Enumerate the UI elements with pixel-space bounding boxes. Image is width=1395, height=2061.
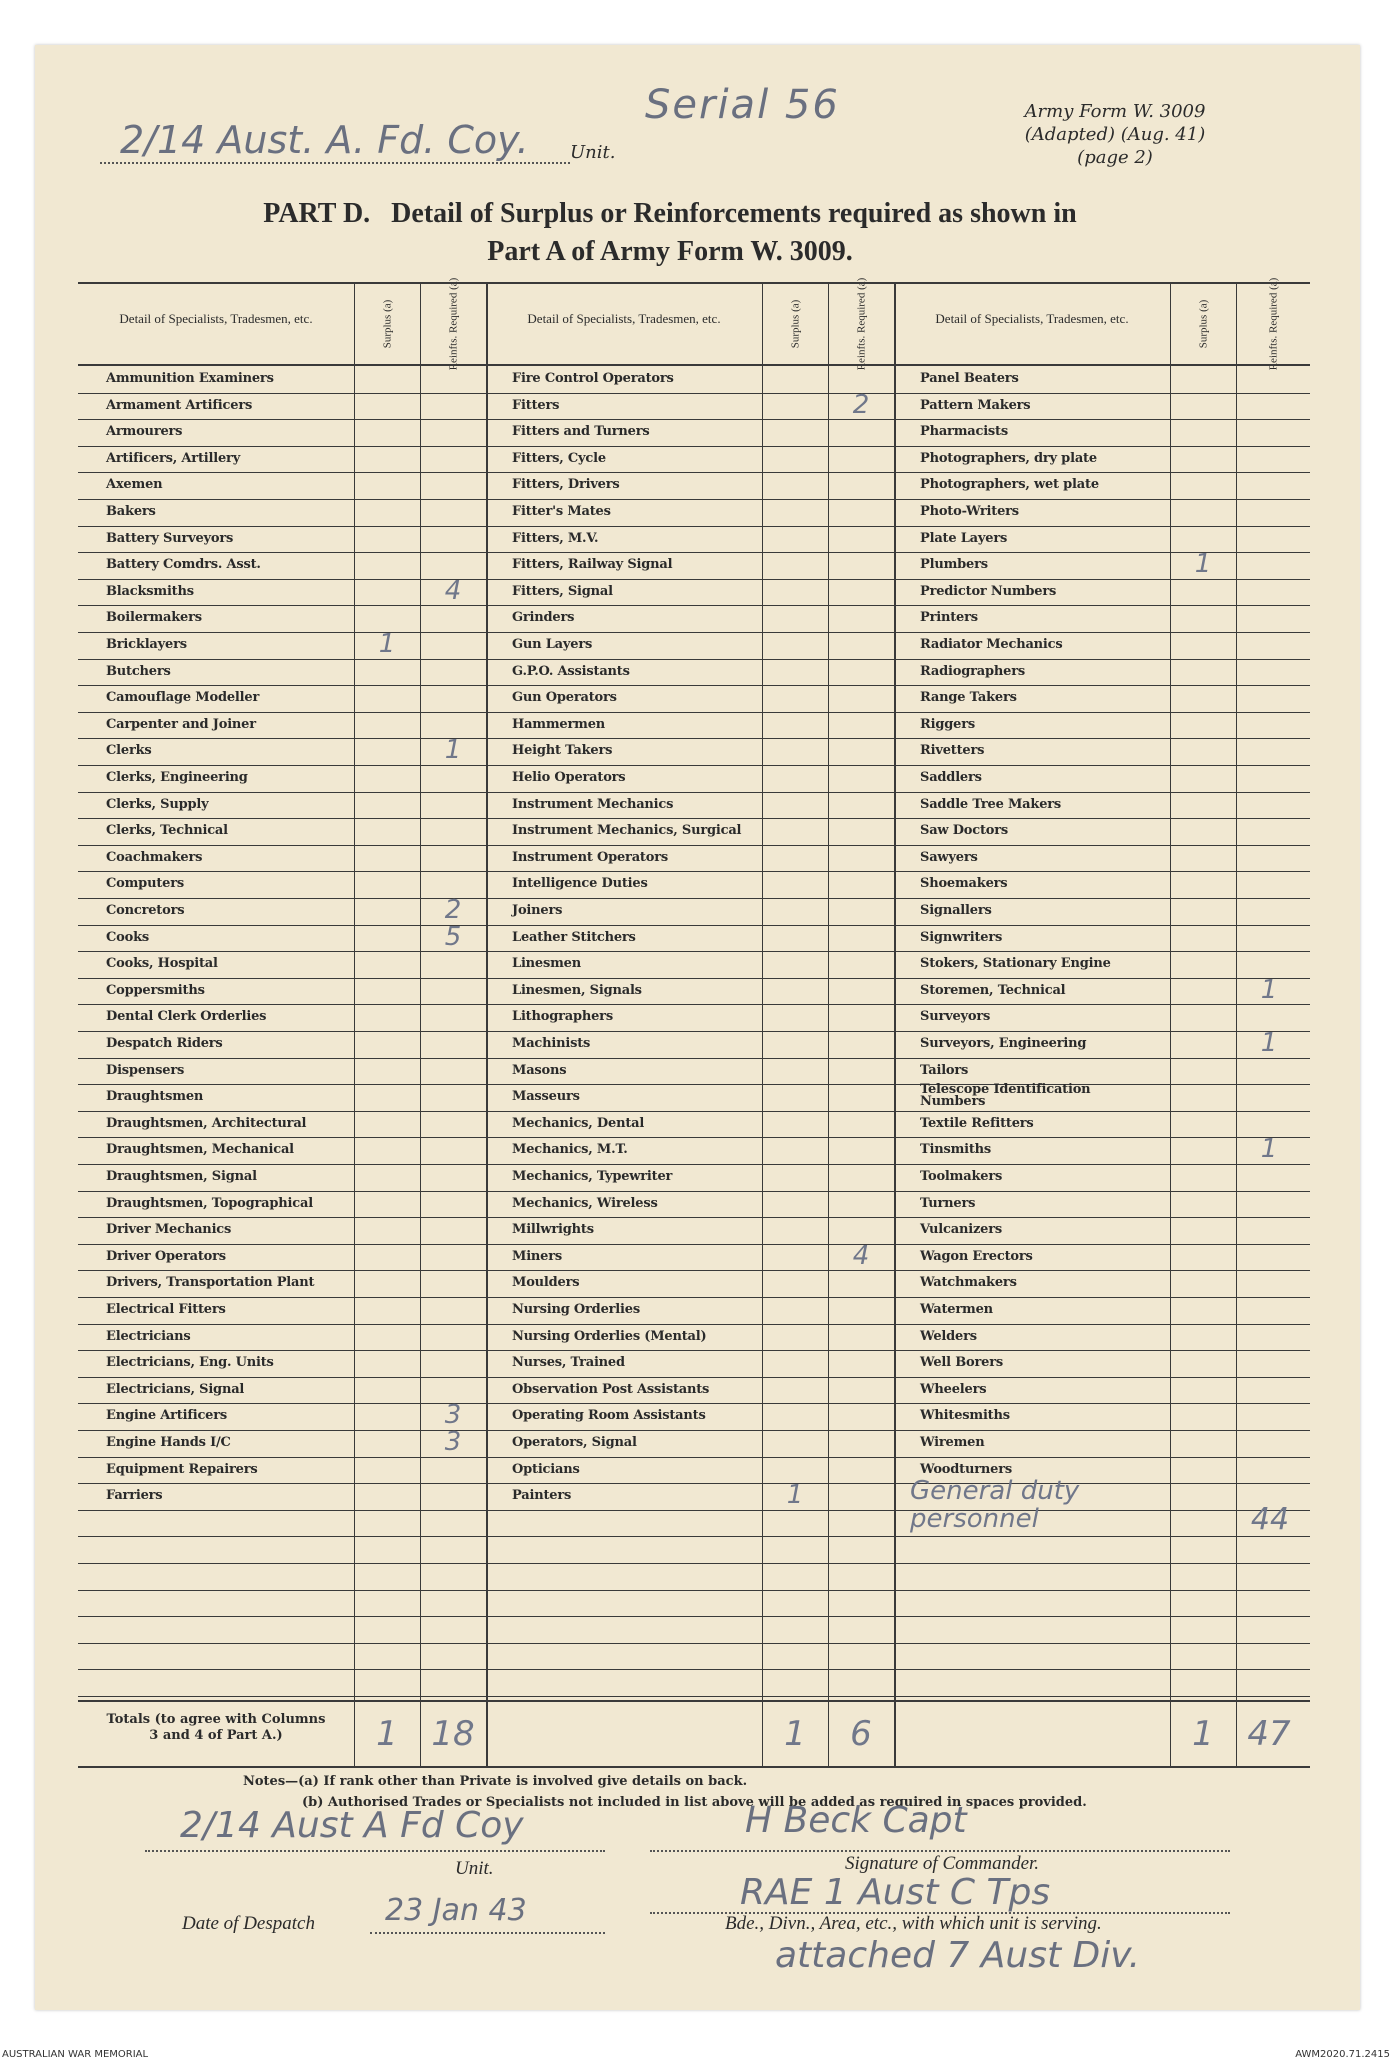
table-top-rule — [78, 282, 1310, 284]
table-row-label: Draughtsmen, Mechanical — [106, 1142, 294, 1158]
column-rule — [894, 282, 896, 1766]
total-surplus-handwritten: 1 — [784, 1714, 806, 1754]
table-row-label: Lithographers — [512, 1009, 613, 1025]
reinfts-value-handwritten: 2 — [444, 895, 462, 925]
row-rule — [78, 579, 1310, 580]
table-row-label: Ammunition Examiners — [106, 371, 274, 386]
row-rule — [78, 472, 1310, 473]
total-reinfts-handwritten: 47 — [1247, 1714, 1291, 1754]
table-row-label: Butchers — [106, 663, 171, 679]
reinfts-value-handwritten: 1 — [444, 735, 462, 766]
row-rule — [78, 1350, 1310, 1351]
table-row-label: Storemen, Technical — [920, 982, 1066, 998]
table-row-label: Cooks — [106, 929, 150, 945]
table-row-label: Linesmen, Signals — [512, 982, 642, 998]
row-rule — [78, 685, 1310, 686]
table-row-label: Signwriters — [920, 929, 1003, 945]
row-rule — [78, 1669, 1310, 1670]
reinfts-value-handwritten: 3 — [444, 1427, 462, 1457]
totals-label: Totals (to agree with Columns 3 and 4 of Part A.) — [106, 1712, 326, 1743]
form-ref-line: Army Form W. 3009 — [1024, 101, 1206, 122]
table-row-label: Operators, Signal — [512, 1435, 637, 1450]
row-rule — [78, 1536, 1310, 1537]
row-rule — [78, 1563, 1310, 1564]
row-rule — [78, 1616, 1310, 1617]
row-rule — [78, 1217, 1310, 1218]
table-row-label: Armament Artificers — [106, 397, 253, 413]
table-row-label: Computers — [106, 876, 184, 892]
row-rule — [78, 552, 1310, 553]
title-line-2: Part A of Army Form W. 3009. — [487, 236, 853, 267]
column-rule — [762, 282, 763, 1766]
formation-handwritten: RAE 1 Aust C Tps — [740, 1872, 1051, 1913]
row-rule — [78, 1164, 1310, 1165]
row-rule — [78, 1403, 1310, 1404]
table-row-label: Height Takers — [512, 743, 613, 759]
table-row-label: Predictor Numbers — [920, 583, 1057, 599]
row-rule — [78, 1297, 1310, 1298]
table-row-label: Draughtsmen, Signal — [106, 1169, 257, 1184]
row-rule — [78, 845, 1310, 846]
surplus-value-handwritten: 1 — [786, 1480, 804, 1511]
despatch-label: Date of Despatch — [182, 1913, 315, 1934]
row-rule — [78, 871, 1310, 872]
table-row-label: Signallers — [920, 903, 992, 918]
row-rule — [78, 632, 1310, 633]
serial-handwritten: Serial 56 — [645, 82, 840, 128]
column-rule — [354, 282, 355, 1766]
col-header-reinfts: Reinfts. Required (a) — [855, 277, 867, 371]
table-row-label: Moulders — [512, 1275, 580, 1291]
form-ref-line: (Adapted) (Aug. 41) — [1024, 124, 1206, 145]
table-row-label: Radiator Mechanics — [920, 637, 1063, 652]
footer-unit-label: Unit. — [455, 1858, 494, 1879]
row-rule — [78, 898, 1310, 899]
table-row-label: Linesmen — [512, 956, 581, 972]
table-row-label: Fitter's Mates — [512, 504, 611, 519]
table-row-label: Plate Layers — [920, 530, 1008, 546]
row-rule — [78, 1643, 1310, 1644]
table-row-label: Whitesmiths — [920, 1408, 1010, 1424]
table-row-label: Photographers, wet plate — [920, 477, 1099, 493]
table-row-label: Fitters, Cycle — [512, 450, 606, 466]
row-rule — [78, 712, 1310, 713]
table-row-label: Bakers — [106, 504, 156, 519]
row-rule — [78, 765, 1310, 766]
table-row-label: Shoemakers — [920, 876, 1008, 892]
total-reinfts-handwritten: 6 — [850, 1714, 872, 1754]
footer-unit-line — [145, 1850, 605, 1852]
row-rule — [78, 1457, 1310, 1458]
table-row-label: Vulcanizers — [920, 1222, 1002, 1238]
table-row-label: Carpenter and Joiner — [106, 716, 256, 732]
table-row-label: Electricians, Eng. Units — [106, 1355, 274, 1371]
col-header-detail: Detail of Specialists, Tradesmen, etc. — [527, 311, 721, 326]
table-row-label: Miners — [512, 1248, 563, 1264]
table-row-label: Clerks, Technical — [106, 823, 228, 839]
table-row-label: Draughtsmen, Architectural — [106, 1115, 307, 1131]
table-row-label: Draughtsmen — [106, 1089, 204, 1105]
table-row-label: Woodturners — [920, 1461, 1012, 1477]
table-row-label: Riggers — [920, 716, 975, 732]
col-header-detail: Detail of Specialists, Tradesmen, etc. — [935, 311, 1129, 326]
archive-caption: AUSTRALIAN WAR MEMORIAL — [2, 2049, 149, 2060]
table-row-label: Fitters — [512, 397, 560, 413]
table-row-label: Masseurs — [512, 1089, 580, 1105]
form-ref-line: (page 2) — [1077, 147, 1153, 168]
table-row-label: Welders — [920, 1328, 977, 1344]
table-row-label: Engine Hands I/C — [106, 1435, 231, 1450]
total-reinfts-handwritten: 18 — [431, 1714, 475, 1754]
table-row-label: Turners — [920, 1195, 976, 1211]
table-row-label: Plumbers — [920, 557, 988, 573]
table-row-label: Helio Operators — [512, 770, 626, 785]
table-row-label: Range Takers — [920, 690, 1017, 706]
archive-reference: AWM2020.71.2415 — [1295, 2049, 1390, 2060]
column-rule — [1170, 282, 1171, 1766]
formation-label: Bde., Divn., Area, etc., with which unit is serving. — [725, 1913, 1102, 1934]
row-rule — [78, 526, 1310, 527]
table-row-label: Watchmakers — [920, 1275, 1017, 1291]
column-rule — [1236, 282, 1237, 1766]
reinfts-value-handwritten: 1 — [1260, 1134, 1278, 1165]
col-header-reinfts: Reinfts. Required (a) — [447, 277, 459, 371]
row-rule — [78, 925, 1310, 926]
table-row-label: Fire Control Operators — [512, 371, 674, 386]
reinfts-value-handwritten: 3 — [444, 1400, 462, 1431]
table-row-label: Gun Layers — [512, 637, 593, 652]
table-row-label: Draughtsmen, Topographical — [106, 1195, 313, 1211]
unit-handwritten: 2/14 Aust. A. Fd. Coy. — [120, 118, 529, 162]
table-row-label: Surveyors, Engineering — [920, 1036, 1087, 1051]
table-row-label: Sawyers — [920, 849, 978, 865]
general-duty-handwritten: General duty personnel — [910, 1476, 1080, 1535]
title-line-1: PART D. Detail of Surplus or Reinforcements required as shown in — [263, 198, 1077, 229]
signature-label: Signature of Commander. — [845, 1853, 1040, 1874]
table-row-label: Armourers — [106, 424, 183, 440]
table-row-label: Grinders — [512, 610, 575, 626]
table-row-label: Nurses, Trained — [512, 1355, 625, 1371]
table-row-label: Radiographers — [920, 663, 1025, 679]
total-surplus-handwritten: 1 — [1192, 1714, 1214, 1754]
total-surplus-handwritten: 1 — [376, 1714, 398, 1754]
despatch-line — [370, 1932, 605, 1934]
table-row-label: Electrical Fitters — [106, 1302, 226, 1317]
col-header-surplus: Surplus (a) — [788, 299, 801, 349]
table-row-label: Mechanics, Wireless — [512, 1195, 658, 1211]
table-row-label: Electricians — [106, 1328, 191, 1344]
table-row-label: Engine Artificers — [106, 1408, 228, 1424]
reinfts-value-handwritten: 1 — [1260, 974, 1278, 1005]
row-rule — [78, 978, 1310, 979]
table-row-label: Mechanics, M.T. — [512, 1142, 628, 1158]
form-reference — [1000, 100, 1230, 169]
table-row-label: Clerks — [106, 743, 152, 759]
row-rule — [78, 419, 1310, 420]
table-row-label: Axemen — [106, 477, 163, 493]
table-row-label: Rivetters — [920, 743, 985, 759]
signature-handwritten: H Beck Capt — [745, 1800, 967, 1841]
row-rule — [78, 1270, 1310, 1271]
table-row-label: Saddlers — [920, 770, 982, 785]
table-row-label: Stokers, Stationary Engine — [920, 956, 1111, 972]
footer-unit-handwritten: 2/14 Aust A Fd Coy — [180, 1805, 524, 1846]
table-row-label: Coachmakers — [106, 849, 203, 865]
reinfts-value-handwritten: 5 — [444, 921, 462, 952]
table-row-label: Operating Room Assistants — [512, 1408, 706, 1424]
table-row-label: Intelligence Duties — [512, 876, 648, 892]
row-rule — [78, 1004, 1310, 1005]
col-header-detail: Detail of Specialists, Tradesmen, etc. — [119, 311, 313, 326]
table-row-label: Wagon Erectors — [920, 1248, 1033, 1264]
reinfts-value-handwritten: 4 — [852, 1240, 870, 1271]
row-rule — [78, 1590, 1310, 1591]
table-row-label: Fitters, Signal — [512, 583, 613, 599]
row-rule — [78, 499, 1310, 500]
reinfts-value-handwritten: 1 — [1260, 1028, 1278, 1058]
table-row-label: Driver Operators — [106, 1248, 226, 1264]
table-row-label: Fitters, M.V. — [512, 530, 599, 546]
row-rule — [78, 1430, 1310, 1431]
reinfts-value-handwritten: 2 — [852, 389, 870, 420]
table-row-label: Telescope Identification Numbers — [920, 1082, 1091, 1110]
table-row-label: Fitters, Drivers — [512, 477, 620, 493]
table-row-label: Equipment Repairers — [106, 1461, 258, 1477]
row-rule — [78, 1696, 1310, 1697]
table-row-label: Machinists — [512, 1036, 591, 1051]
table-row-label: Coppersmiths — [106, 982, 205, 998]
table-row-label: Camouflage Modeller — [106, 690, 260, 706]
table-row-label: Blacksmiths — [106, 583, 194, 599]
table-row-label: Hammermen — [512, 716, 606, 732]
note-b: (b) Authorised Trades or Specialists not included in list above will be added as required in spaces provided. — [302, 1795, 1087, 1810]
table-row-label: Battery Surveyors — [106, 530, 234, 546]
table-row-label: Printers — [920, 610, 978, 626]
table-row-label: Toolmakers — [920, 1169, 1003, 1184]
table-row-label: Gun Operators — [512, 690, 617, 706]
column-rule — [486, 282, 488, 1766]
table-row-label: Concretors — [106, 903, 185, 918]
row-rule — [78, 1137, 1310, 1138]
table-row-label: Instrument Mechanics — [512, 796, 674, 812]
specialists-table — [78, 277, 1310, 1766]
column-rule — [420, 282, 421, 1766]
row-rule — [78, 393, 1310, 394]
row-rule — [78, 1084, 1310, 1085]
unit-label: Unit. — [570, 142, 616, 163]
table-bottom-rule — [78, 1766, 1310, 1768]
table-row-label: Wheelers — [920, 1381, 987, 1397]
row-rule — [78, 951, 1310, 952]
table-row-label: Wiremen — [920, 1435, 985, 1450]
table-row-label: Drivers, Transportation Plant — [106, 1275, 315, 1291]
table-row-label: Opticians — [512, 1461, 580, 1477]
table-row-label: Saddle Tree Makers — [920, 796, 1062, 812]
col-header-surplus: Surplus (a) — [380, 299, 393, 349]
col-header-surplus: Surplus (a) — [1196, 299, 1209, 349]
table-row-label: Dispensers — [106, 1062, 185, 1078]
table-row-label: Mechanics, Typewriter — [512, 1169, 673, 1184]
surplus-value-handwritten: 1 — [378, 629, 396, 659]
table-row-label: Photographers, dry plate — [920, 450, 1097, 466]
table-row-label: Painters — [512, 1488, 572, 1504]
row-rule — [78, 605, 1310, 606]
row-rule — [78, 1111, 1310, 1112]
table-row-label: Boilermakers — [106, 610, 202, 626]
row-rule — [78, 659, 1310, 660]
note-a: Notes—(a) If rank other than Private is involved give details on back. — [243, 1774, 748, 1789]
row-rule — [78, 1324, 1310, 1325]
table-row-label: Tailors — [920, 1062, 969, 1078]
despatch-date-handwritten: 23 Jan 43 — [385, 1893, 527, 1928]
table-row-label: Cooks, Hospital — [106, 956, 218, 972]
table-row-label: Watermen — [920, 1302, 993, 1317]
table-row-label: Millwrights — [512, 1222, 594, 1238]
table-row-label: Nursing Orderlies (Mental) — [512, 1328, 707, 1344]
table-row-label: Driver Mechanics — [106, 1222, 232, 1238]
table-row-label: Masons — [512, 1062, 567, 1078]
table-row-label: Fitters, Railway Signal — [512, 557, 673, 573]
table-row-label: Observation Post Assistants — [512, 1381, 710, 1397]
row-rule — [78, 792, 1310, 793]
row-rule — [78, 446, 1310, 447]
table-row-label: Saw Doctors — [920, 823, 1009, 839]
table-row-label: Pattern Makers — [920, 397, 1031, 413]
table-row-label: Instrument Operators — [512, 849, 668, 865]
table-row-label: Joiners — [512, 903, 563, 918]
row-rule — [78, 738, 1310, 739]
table-row-label: Electricians, Signal — [106, 1381, 245, 1397]
table-row-label: Fitters and Turners — [512, 424, 650, 440]
table-row-label: Farriers — [106, 1488, 163, 1504]
table-row-label: Panel Beaters — [920, 371, 1019, 386]
table-row-label: Well Borers — [920, 1355, 1003, 1371]
general-duty-reinfts-handwritten: 44 — [1250, 1501, 1290, 1537]
page-title — [100, 195, 1240, 271]
table-row-label: Nursing Orderlies — [512, 1302, 640, 1317]
table-row-label: Despatch Riders — [106, 1036, 223, 1051]
reinfts-value-handwritten: 4 — [444, 575, 462, 606]
header-bottom-rule — [78, 364, 1310, 366]
table-row-label: Bricklayers — [106, 637, 187, 652]
column-rule — [828, 282, 829, 1766]
row-rule — [78, 1191, 1310, 1192]
table-row-label: G.P.O. Assistants — [512, 663, 630, 679]
row-rule — [78, 1244, 1310, 1245]
row-rule — [78, 818, 1310, 819]
table-row-label: Instrument Mechanics, Surgical — [512, 823, 742, 839]
row-rule — [78, 1377, 1310, 1378]
table-row-label: Photo-Writers — [920, 504, 1019, 519]
table-row-label: Artificers, Artillery — [106, 450, 241, 466]
unit-dotted-line — [100, 162, 570, 164]
totals-rule — [78, 1700, 1310, 1702]
table-row-label: Tinsmiths — [920, 1142, 992, 1158]
table-row-label: Mechanics, Dental — [512, 1115, 645, 1131]
signature-line — [650, 1850, 1230, 1852]
table-row-label: Battery Comdrs. Asst. — [106, 557, 261, 573]
table-row-label: Textile Refitters — [920, 1115, 1034, 1131]
table-row-label: Surveyors — [920, 1009, 991, 1025]
table-row-label: Clerks, Engineering — [106, 770, 248, 785]
row-rule — [78, 1058, 1310, 1059]
table-row-label: Leather Stitchers — [512, 929, 636, 945]
row-rule — [78, 1031, 1310, 1032]
table-row-label: Pharmacists — [920, 424, 1008, 440]
table-row-label: Clerks, Supply — [106, 796, 209, 812]
surplus-value-handwritten: 1 — [1194, 549, 1212, 580]
attached-handwritten: attached 7 Aust Div. — [775, 1935, 1141, 1976]
table-row-label: Dental Clerk Orderlies — [106, 1009, 267, 1025]
col-header-reinfts: Reinfts. Required (a) — [1267, 277, 1279, 371]
